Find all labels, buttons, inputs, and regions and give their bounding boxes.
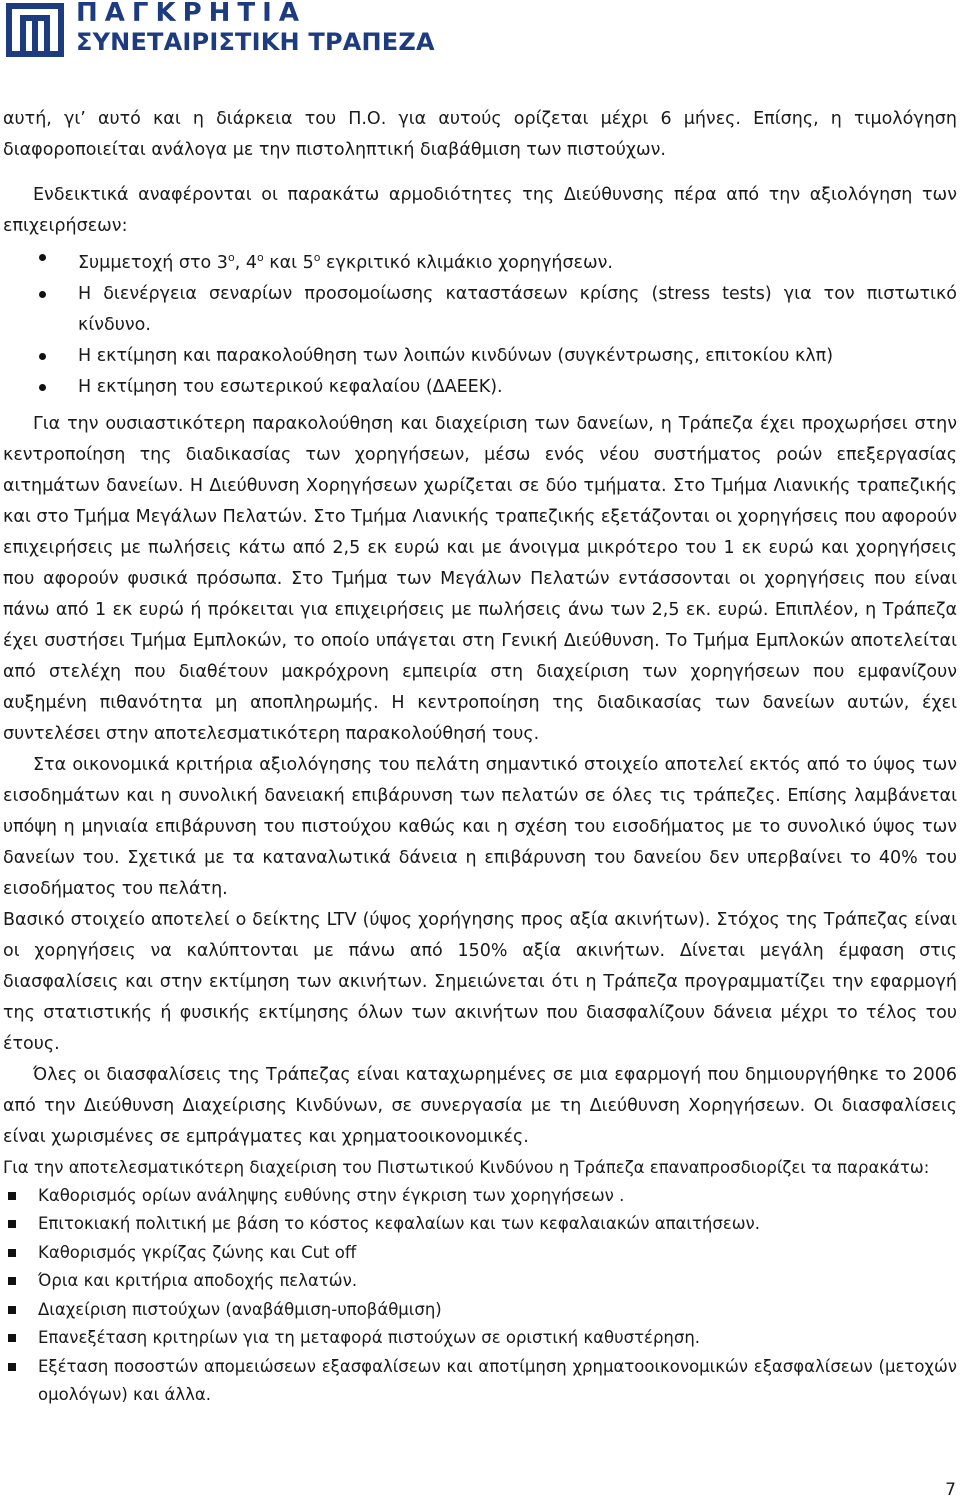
list-item: Καθορισμός ορίων ανάληψης ευθύνης στην έγκριση των χορηγήσεων . [3, 1182, 957, 1211]
document-body [3, 104, 957, 1410]
duties-list [3, 242, 957, 403]
logo-subtitle: ΣΥΝΕΤΑΙΡΙΣΤΙΚΗ ΤΡΑΠΕΖΑ [76, 28, 435, 56]
list-item: Επανεξέταση κριτηρίων για τη μεταφορά πιστούχων σε οριστική καθυστέρηση. [3, 1324, 957, 1353]
square-bullet-icon [8, 1334, 16, 1342]
page-number: 7 [945, 1480, 956, 1500]
bank-emblem-icon [6, 3, 64, 57]
list-item: Όρια και κριτήρια αποδοχής πελατών. [3, 1267, 957, 1296]
list-item: Η εκτίμηση και παρακολούθηση των λοιπών κινδύνων (συγκέντρωσης, επιτοκίου κλπ) [3, 341, 957, 372]
square-bullet-icon [8, 1306, 16, 1314]
paragraph-7: Για την αποτελεσματικότερη διαχείριση του Πιστωτικού Κινδύνου η Τράπεζα επαναπροσδιορίζει τα παρακάτω: [3, 1157, 930, 1177]
paragraph-3: Για την ουσιαστικότερη παρακολούθηση και διαχείριση των δανείων, η Τράπεζα έχει προχωρήσει στην κεντροποίηση της διαδικασίας των χορηγήσεων, μέσω ενός νέου συστήματος ροών επεξεργασίας αιτημάτων δανείων. Η Διεύθυνση Χορηγήσεων χωρίζεται σε δύο τμήματα. Στο Τμήμα Λιανικής τραπεζικής και στο Τμήμα Μεγάλων Πελατών. Στο Τμήμα Λιανικής τραπεζικής εξετάζονται οι χορηγήσεις που αφορούν επιχειρήσεις με πωλήσεις κάτω από 2,5 εκ ευρώ και με άνοιγμα μικρότερο του 1 εκ ευρώ και χορηγήσεις που αφορούν φυσικά πρόσωπα. Στο Τμήμα των Μεγάλων Πελατών εντάσσονται οι χορηγήσεις που είναι πάνω από 1 εκ ευρώ ή πρόκειται για επιχειρήσεις με πωλήσεις άνω των 2,5 εκ. ευρώ. Επιπλέον, η Τράπεζα έχει συστήσει Τμήμα Εμπλοκών, το οποίο υπάγεται στη Γενική Διεύθυνση. Το Τμήμα Εμπλοκών αποτελείται από στελέχη που διαθέτουν μακρόχρονη εμπειρία στη διαχείριση των χορηγήσεων που εμφανίζουν αυξημένη πιθανότητα μη αποπληρωμής. Η κεντροποίηση της διαδικασίας των δανείων αυτών, έχει συντελέσει στην αποτελεσματικότερη παρακολούθησή τους. [3, 413, 957, 744]
list-item: Καθορισμός γκρίζας ζώνης και Cut off [3, 1239, 957, 1268]
bullet-icon [39, 254, 46, 261]
bullet-icon [39, 353, 46, 360]
list-item: Η διενέργεια σεναρίων προσομοίωσης καταστάσεων κρίσης (stress tests) για τον πιστωτικό κίνδυνο. [3, 279, 957, 341]
paragraph-4: Στα οικονομικά κριτήρια αξιολόγησης του πελάτη σημαντικό στοιχείο αποτελεί εκτός από το ύψος των εισοδημάτων και η συνολική δανειακή επιβάρυνση των πελατών σε όλες τις τράπεζες. Επίσης λαμβάνεται υπόψη η μηνιαία επιβάρυνση του πιστούχου καθώς και η σχέση του εισοδήματος με το συνολικό ύψος των δανείων του. Σχετικά με τα καταναλωτικά δάνεια η επιβάρυνση του δανείου δεν υπερβαίνει το 40% του εισοδήματος του πελάτη. [3, 754, 957, 899]
paragraph-1: αυτή, γι’ αυτό και η διάρκεια του Π.Ο. για αυτούς ορίζεται μέχρι 6 μήνες. Επίσης, η τιμολόγηση διαφοροποιείται ανάλογα με την πιστοληπτική διαβάθμιση των πιστούχων. [3, 109, 957, 160]
square-bullet-icon [8, 1277, 16, 1285]
square-bullet-icon [8, 1192, 16, 1200]
paragraph-5: Βασικό στοιχείο αποτελεί ο δείκτης LTV (ύψος χορήγησης προς αξία ακινήτων). Στόχος της Τράπεζας είναι οι χορηγήσεις να καλύπτονται με πάνω από 150% αξία ακινήτων. Δίνεται μεγάλη έμφαση στις διασφαλίσεις και στην εκτίμηση των ακινήτων. Σημειώνεται ότι η Τράπεζα προγραμματίζει την εφαρμογή της στατιστικής ή φυσικής εκτίμησης όλων των ακινήτων που διασφαλίζουν δάνεια μέχρι το τέλος του έτους. [3, 909, 957, 1054]
bullet-icon [39, 291, 46, 298]
bullet-icon [39, 384, 46, 391]
square-bullet-icon [8, 1363, 16, 1371]
list-item: Επιτοκιακή πολιτική με βάση το κόστος κεφαλαίων και των κεφαλαιακών απαιτήσεων. [3, 1210, 957, 1239]
list-item: Η εκτίμηση του εσωτερικού κεφαλαίου (ΔΑΕΕΚ). [3, 372, 957, 403]
measures-list [3, 1182, 957, 1410]
list-item: Διαχείριση πιστούχων (αναβάθμιση-υποβάθμιση) [3, 1296, 957, 1325]
square-bullet-icon [8, 1220, 16, 1228]
bank-logo [6, 0, 466, 58]
logo-title: ΠΑΓΚΡΗΤΙΑ [76, 0, 306, 28]
list-item: Εξέταση ποσοστών απομειώσεων εξασφαλίσεων και αποτίμηση χρηματοοικονομικών εξασφαλίσεων (μετοχών ομολόγων) και άλλα. [3, 1353, 957, 1410]
square-bullet-icon [8, 1249, 16, 1257]
paragraph-2: Ενδεικτικά αναφέρονται οι παρακάτω αρμοδιότητες της Διεύθυνσης πέρα από την αξιολόγηση των επιχειρήσεων: [3, 185, 957, 236]
paragraph-6: Όλες οι διασφαλίσεις της Τράπεζας είναι καταχωρημένες σε μια εφαρμογή που δημιουργήθηκε το 2006 από την Διεύθυνση Διαχείρισης Κινδύνων, σε συνεργασία με τη Διεύθυνση Χορηγήσεων. Οι διασφαλίσεις είναι χωρισμένες σε εμπράγματες και χρηματοοικονομικές. [3, 1064, 957, 1147]
list-item: Συμμετοχή στο $3^o$, $4^o$ και $5^o$ εγκριτικό κλιμάκιο χορηγήσεων. [3, 242, 957, 279]
